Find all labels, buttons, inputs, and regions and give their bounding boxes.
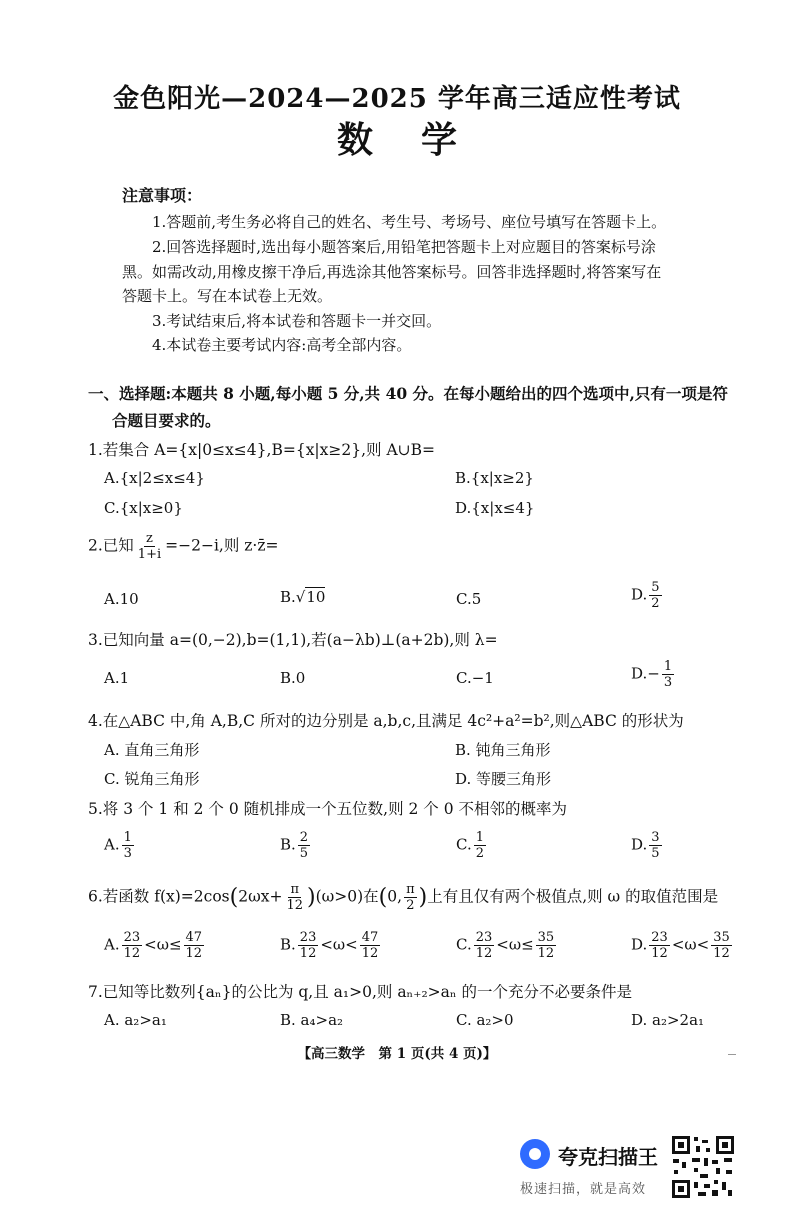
- notes-heading: 注意事项：: [122, 186, 203, 205]
- q6-b-frac-2: [360, 930, 381, 961]
- q6-a-rel: <ω≤: [144, 935, 182, 954]
- q6-stem-mid: (ω>0)在: [315, 887, 379, 906]
- section-heading: 一、选择题:本题共 8 小题,每小题 5 分,共 40 分。在每小题给出的四个选项中,只有一项是符: [88, 384, 728, 403]
- scanner-logo-icon: [520, 1139, 550, 1169]
- q6-int-pre: 0,: [387, 887, 403, 906]
- q1-option-a: A.{x|2≤x≤4}: [104, 469, 205, 487]
- q6-c-d1: 12: [475, 946, 493, 961]
- q5-b-den: 5: [299, 846, 309, 861]
- q6-a-d2: 12: [185, 946, 203, 961]
- note-line-6: 4.本试卷主要考试内容:高考全部内容。: [152, 336, 412, 354]
- q5-c-frac: [474, 830, 486, 861]
- q6-d-d2: 12: [713, 946, 730, 961]
- note-line-5: 3.考试结束后,将本试卷和答题卡一并交回。: [152, 312, 442, 330]
- q5-a-num: 1: [123, 830, 132, 845]
- q5-c-label: C.: [456, 835, 472, 854]
- q6-d-d1: 12: [651, 946, 668, 961]
- q4-option-c: C. 锐角三角形: [104, 770, 200, 788]
- q5-a-label: A.: [104, 835, 120, 854]
- question-7-stem: 7.已知等比数列{aₙ}的公比为 q,且 a₁>0,则 aₙ₊₂>aₙ 的一个充分不必要条件是: [88, 983, 633, 1001]
- q3-d-num: 1: [663, 659, 673, 674]
- q5-b-num: 2: [299, 830, 309, 845]
- q6-c-n2: 35: [537, 930, 555, 945]
- q4-option-b: B. 钝角三角形: [455, 741, 551, 759]
- q2-option-c: C.5: [456, 590, 482, 608]
- q6-a-frac-2: [184, 930, 205, 961]
- q3-d-label: D.−: [631, 664, 660, 683]
- question-3-stem: 3.已知向量 a=(0,−2),b=(1,1),若(a−λb)⊥(a+2b),则 λ=: [88, 631, 498, 649]
- q2-frac-num: z: [146, 531, 153, 546]
- q4-option-d: D. 等腰三角形: [455, 770, 552, 788]
- question-4-stem: 4.在△ABC 中,角 A,B,C 所对的边分别是 a,b,c,且满足 4c²+a²=b²,则△ABC 的形状为: [88, 712, 684, 730]
- note-line-1: 1.答题前,考生务必将自己的姓名、考生号、考场号、座位号填写在答题卡上。: [152, 213, 667, 231]
- q5-option-c: [456, 830, 488, 861]
- q5-option-d: [631, 830, 664, 861]
- q6-b-d2: 12: [361, 946, 379, 961]
- q6-b-d1: 12: [299, 946, 317, 961]
- q4-option-a: A. 直角三角形: [104, 741, 200, 759]
- q6-int-den: 2: [406, 898, 415, 913]
- q2-stem-pre: 2.已知: [88, 536, 134, 555]
- q6-a-frac-1: [122, 930, 143, 961]
- q2-b-label: B.: [280, 588, 296, 606]
- q2-fraction: [136, 531, 163, 562]
- question-1-stem: 1.若集合 A={x|0≤x≤4},B={x|x≥2},则 A∪B=: [88, 441, 436, 459]
- q6-option-d: [631, 930, 734, 961]
- q6-a-label: A.: [104, 935, 120, 954]
- q2-d-num: 5: [651, 580, 660, 595]
- q6-c-frac-1: [474, 930, 495, 961]
- q2-d-label: D.: [631, 585, 648, 604]
- q6-arg-pre: 2ωx+: [238, 887, 283, 906]
- exam-subject: 数学: [336, 119, 505, 161]
- qr-code-icon: [670, 1134, 736, 1200]
- q6-int-frac: [404, 882, 417, 913]
- q5-a-frac: [122, 830, 134, 861]
- question-6-stem: 6.若函数 f(x)=2cos(2ωx+ $\frac{\pi}{12}$ )(ω>0)在(0, $\frac{\pi}{2}$ )上有且仅有两个极值点,则 ω 的取值范围是: [88, 882, 719, 913]
- q6-d-label: D.: [631, 935, 648, 954]
- q6-arg-frac: [284, 882, 305, 913]
- q3-option-a: A.1: [104, 669, 130, 687]
- question-2-stem: [88, 531, 279, 562]
- q6-d-rel: <ω<: [671, 935, 710, 954]
- q6-b-n1: 23: [299, 930, 317, 945]
- q1-option-d: D.{x|x≤4}: [455, 499, 535, 517]
- q5-c-num: 1: [475, 830, 484, 845]
- note-line-3: 黑。如需改动,用橡皮擦干净后,再选涂其他答案标号。回答非选择题时,将答案写在: [122, 263, 662, 281]
- q6-option-a: [104, 930, 206, 961]
- q3-option-d: [631, 659, 676, 690]
- q5-option-a: [104, 830, 136, 861]
- q7-option-a: A. a₂>a₁: [104, 1011, 167, 1029]
- divider: [728, 1054, 736, 1055]
- q2-frac-den: 1+i: [137, 547, 162, 562]
- q6-d-frac-1: [649, 930, 670, 961]
- q6-a-n1: 23: [123, 930, 141, 945]
- q2-stem-post: =−2−i,则 z·z̄=: [165, 536, 279, 555]
- q6-arg-num: π: [290, 882, 299, 897]
- q6-b-label: B.: [280, 935, 296, 954]
- q6-stem-post: 上有且仅有两个极值点,则 ω 的取值范围是: [427, 887, 719, 906]
- q6-int-num: π: [406, 882, 415, 897]
- q2-option-d: [631, 580, 664, 611]
- q5-c-den: 2: [475, 846, 484, 861]
- q6-b-rel: <ω<: [320, 935, 358, 954]
- exam-title: 金色阳光—2024—2025 学年高三适应性考试: [113, 84, 681, 114]
- q6-d-frac-2: [711, 930, 732, 961]
- q5-option-b: [280, 830, 312, 861]
- q5-d-num: 3: [651, 830, 660, 845]
- q6-c-d2: 12: [537, 946, 555, 961]
- q6-c-label: C.: [456, 935, 472, 954]
- q3-option-c: C.−1: [456, 669, 494, 687]
- question-5-stem: 5.将 3 个 1 和 2 个 0 随机排成一个五位数,则 2 个 0 不相邻的概率为: [88, 800, 568, 818]
- q6-d-n2: 35: [713, 930, 730, 945]
- q7-option-d: D. a₂>2a₁: [631, 1011, 705, 1029]
- scanner-brand-name: 夸克扫描王: [558, 1145, 658, 1169]
- q7-option-c: C. a₂>0: [456, 1011, 514, 1029]
- q6-c-rel: <ω≤: [496, 935, 534, 954]
- q6-stem-pre: 6.若函数 f(x)=2cos: [88, 887, 230, 906]
- q6-a-n2: 47: [185, 930, 203, 945]
- q7-option-b: B. a₄>a₂: [280, 1011, 344, 1029]
- q1-option-b: B.{x|x≥2}: [455, 469, 534, 487]
- q2-d-frac: [649, 580, 661, 611]
- q3-d-frac: [662, 659, 674, 690]
- note-line-2: 2.回答选择题时,选出每小题答案后,用铅笔把答题卡上对应题目的答案标号涂: [152, 238, 656, 256]
- q5-d-frac: [649, 830, 661, 861]
- page-footer: 【高三数学 第 1 页(共 4 页)】: [297, 1046, 497, 1062]
- q6-a-d1: 12: [123, 946, 141, 961]
- q5-a-den: 3: [123, 846, 132, 861]
- q6-option-b: [280, 930, 382, 961]
- q6-b-n2: 47: [361, 930, 379, 945]
- section-heading-cont: 合题目要求的。: [112, 411, 221, 430]
- q5-d-label: D.: [631, 835, 648, 854]
- q2-b-sqrt: 10: [306, 588, 326, 606]
- q6-c-n1: 23: [475, 930, 493, 945]
- note-line-4: 答题卡上。写在本试卷上无效。: [122, 287, 333, 305]
- q2-d-den: 2: [651, 596, 660, 611]
- q5-d-den: 5: [651, 846, 660, 861]
- q3-d-den: 3: [663, 675, 673, 690]
- q5-b-label: B.: [280, 835, 296, 854]
- q6-arg-den: 12: [286, 898, 303, 913]
- q1-option-c: C.{x|x≥0}: [104, 499, 183, 517]
- q3-option-b: B.0: [280, 669, 306, 687]
- q6-option-c: [456, 930, 558, 961]
- q5-b-frac: [298, 830, 310, 861]
- q6-d-n1: 23: [651, 930, 668, 945]
- scanner-slogan: 极速扫描，就是高效: [520, 1182, 647, 1197]
- q6-b-frac-1: [298, 930, 319, 961]
- q2-option-a: A.10: [104, 590, 139, 608]
- q2-option-b: B.√10: [280, 588, 326, 606]
- q6-c-frac-2: [536, 930, 557, 961]
